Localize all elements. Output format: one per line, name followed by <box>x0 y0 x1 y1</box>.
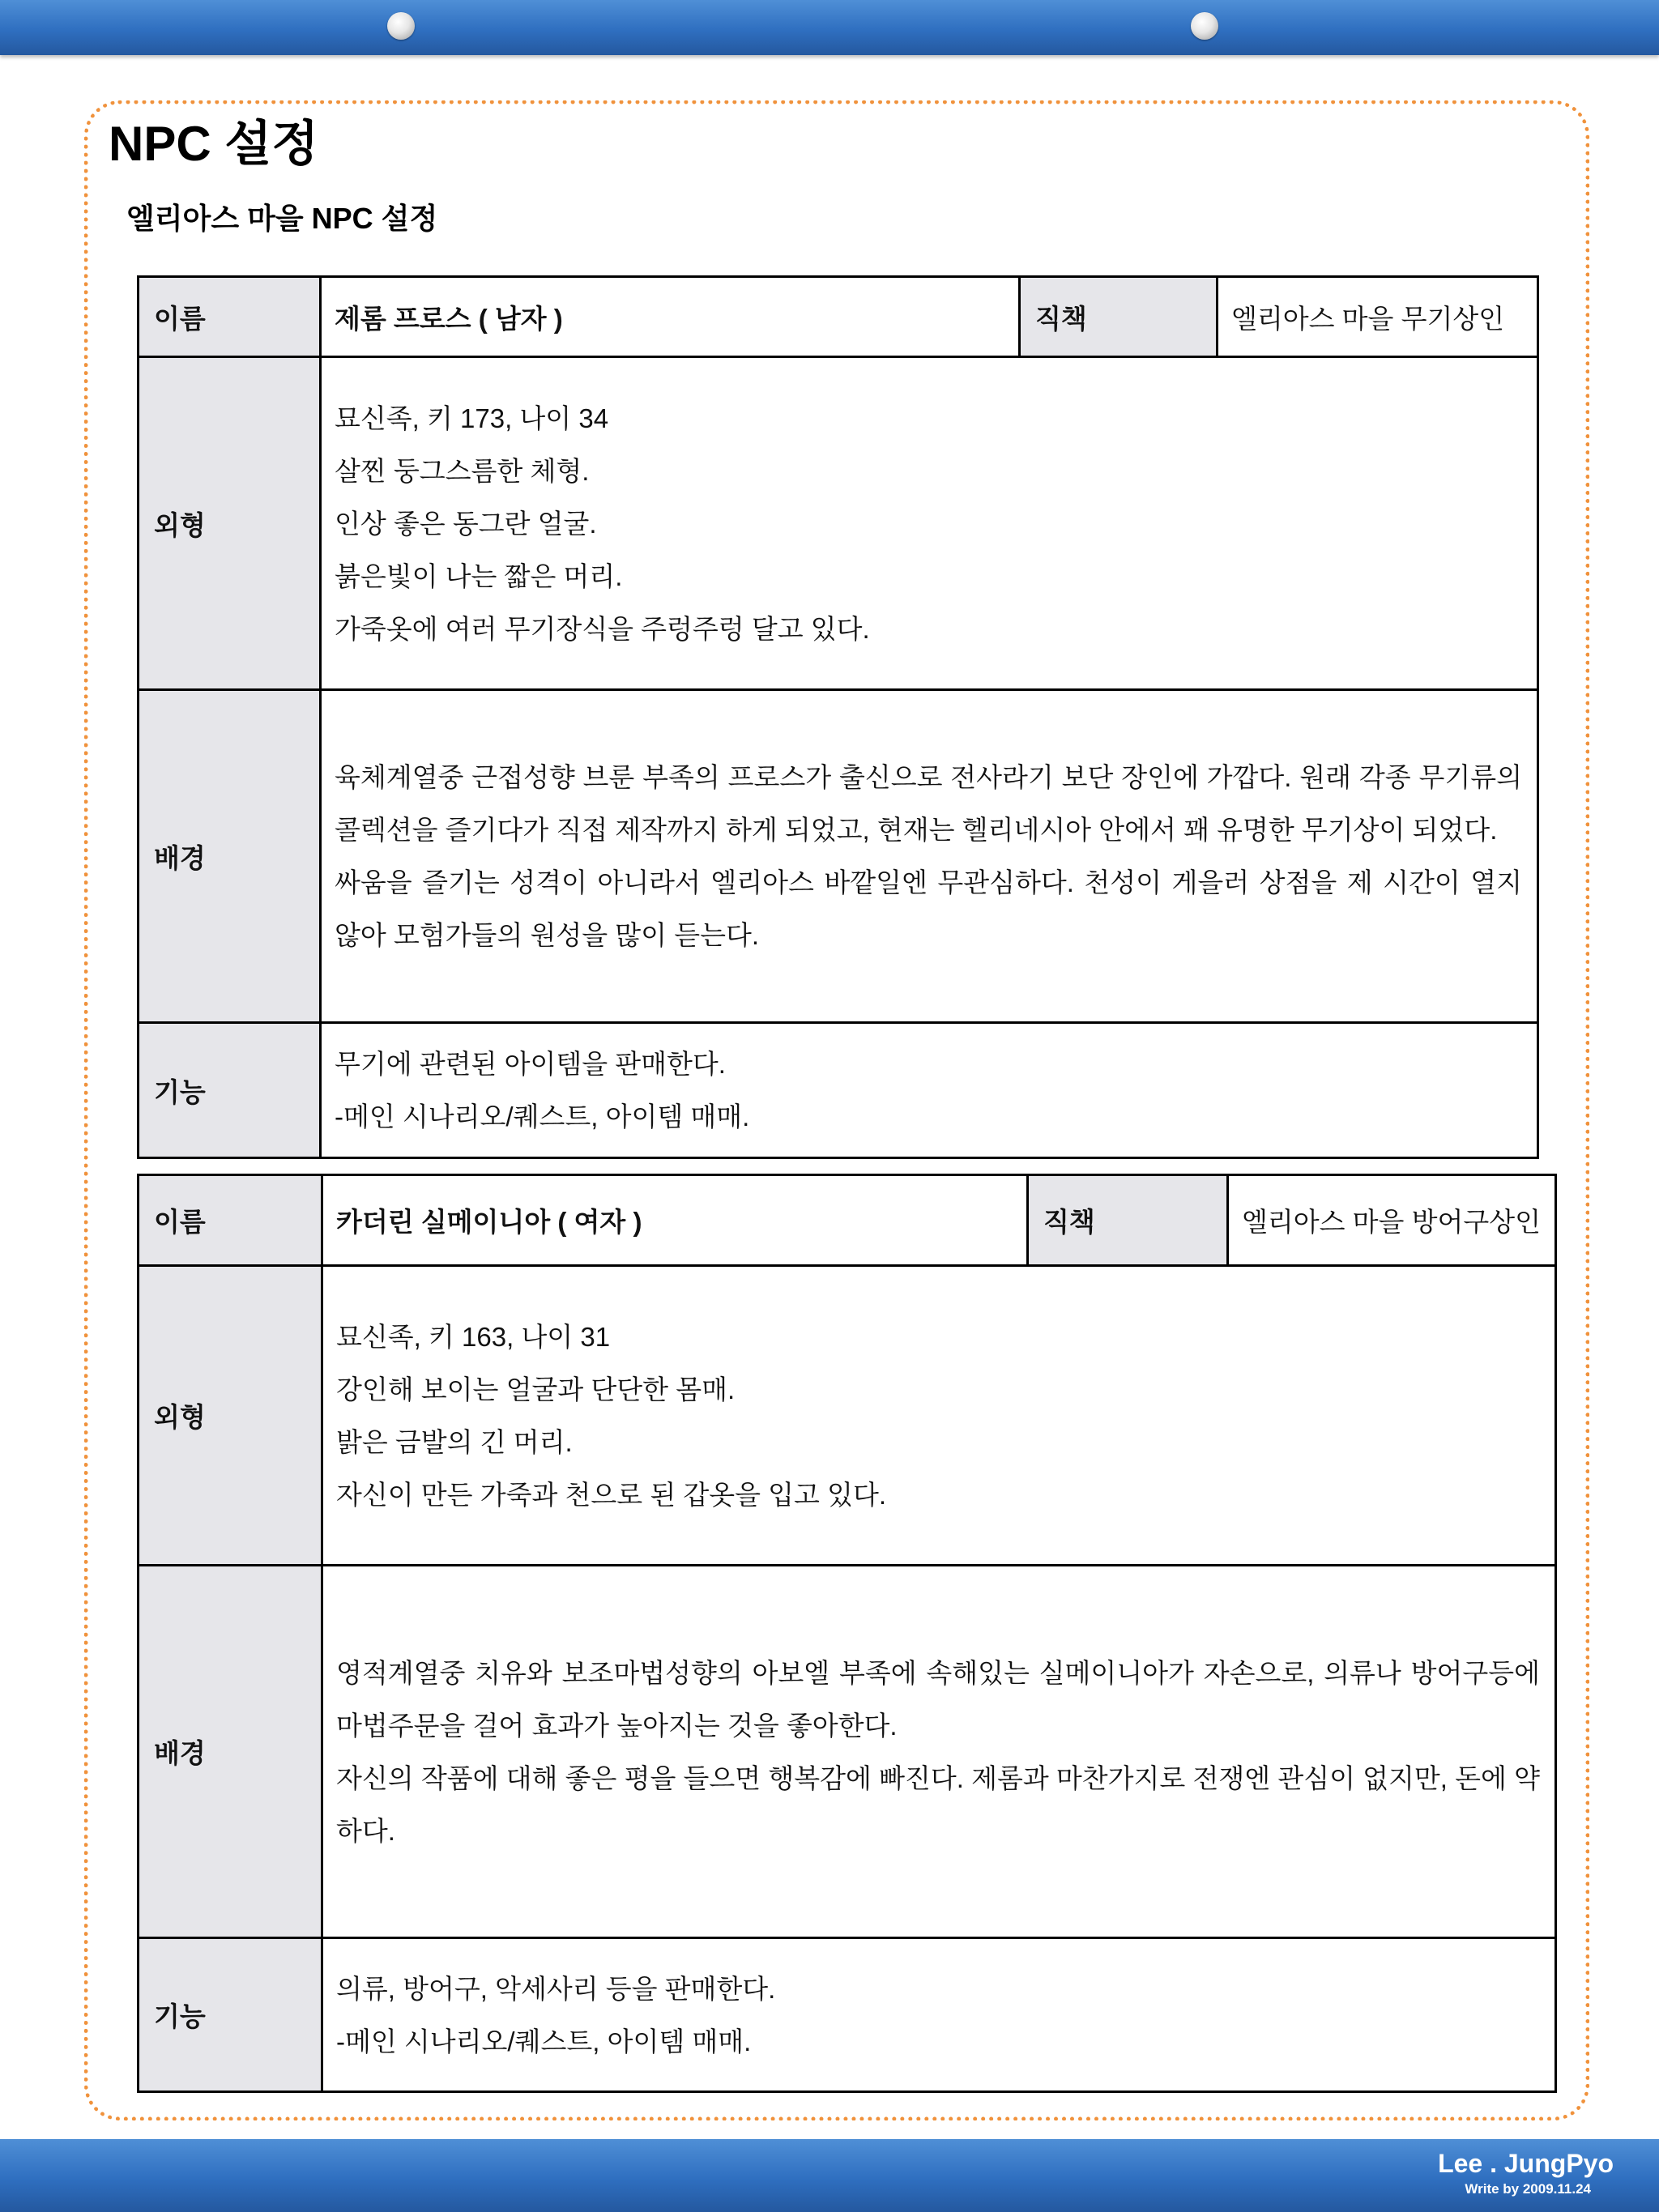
function-line: 무기에 관련된 아이템을 판매한다. <box>335 1049 726 1079</box>
binder-ring-icon <box>387 12 415 40</box>
appearance-line: 묘신족, 키 173, 나이 34 <box>335 403 609 433</box>
npc-name: 카더린 실메이니아 ( 여자 ) <box>323 1176 1029 1264</box>
npc-role: 엘리아스 마을 무기상인 <box>1231 303 1505 334</box>
function-line: -메인 시나리오/퀘스트, 아이템 매매. <box>335 1102 750 1132</box>
appearance-row <box>139 1264 1555 1564</box>
background-label: 배경 <box>139 691 322 1021</box>
appearance-label: 외형 <box>139 358 322 688</box>
write-date: Write by 2009.11.24 <box>1465 2181 1591 2197</box>
npc-name: 제롬 프로스 ( 남자 ) <box>322 278 1021 356</box>
function-label: 기능 <box>139 1939 323 2091</box>
function-label: 기능 <box>139 1024 322 1157</box>
appearance-line: 밝은 금발의 긴 머리. <box>336 1426 573 1457</box>
function-line: 의류, 방어구, 악세사리 등을 판매한다. <box>336 1973 776 2004</box>
section-subtitle: 엘리아스 마을 NPC 설정 <box>126 202 438 235</box>
appearance-label: 외형 <box>139 1267 323 1564</box>
background-label: 배경 <box>139 1566 323 1937</box>
appearance-line: 붉은빛이 나는 짧은 머리. <box>335 560 623 591</box>
background-row <box>139 688 1537 1021</box>
function-row <box>139 1021 1537 1157</box>
background-row <box>139 1564 1555 1937</box>
name-label: 이름 <box>139 1176 323 1264</box>
author-name: Lee . JungPyo <box>1438 2149 1614 2178</box>
top-binder-bar <box>0 0 1659 55</box>
appearance-row <box>139 356 1537 688</box>
background-text <box>323 1566 1555 1937</box>
name-label: 이름 <box>139 278 322 356</box>
name-row <box>139 278 1537 356</box>
function-text <box>323 1939 1555 2091</box>
page-title: NPC 설정 <box>109 117 319 171</box>
background-paragraph: 영적계열중 치유와 보조마법성향의 아보엘 부족에 속해있는 실메이니아가 자손으로, 의류나 방어구등에 마법주문을 걸어 효과가 높아지는 것을 좋아한다. <box>336 1657 1540 1741</box>
background-paragraph: 육체계열중 근접성향 브룬 부족의 프로스가 출신으로 전사라기 보단 장인에 가깝다. 원래 각종 무기류의 콜렉션을 즐기다가 직접 제작까지 하게 되었고, 현재는 헬리네시아 안에서 꽤 유명한 무기상이 되었다. <box>335 762 1522 845</box>
appearance-line: 인상 좋은 동그란 얼굴. <box>335 508 597 539</box>
binder-ring-icon <box>1191 12 1218 40</box>
npc-card-jerome <box>137 275 1539 1159</box>
background-text <box>322 691 1537 1021</box>
background-paragraph: 싸움을 즐기는 성격이 아니라서 엘리아스 바깥일엔 무관심하다. 천성이 게을러 상점을 제 시간이 열지 않아 모험가들의 원성을 많이 듣는다. <box>335 867 1522 950</box>
npc-card-katherine <box>137 1174 1557 2093</box>
appearance-line: 묘신족, 키 163, 나이 31 <box>336 1321 611 1352</box>
bottom-banner <box>0 2139 1659 2212</box>
appearance-text <box>323 1267 1555 1564</box>
function-line: -메인 시나리오/퀘스트, 아이템 매매. <box>336 2026 752 2056</box>
background-paragraph: 자신의 작품에 대해 좋은 평을 들으면 행복감에 빠진다. 제롬과 마찬가지로 전쟁엔 관심이 없지만, 돈에 약하다. <box>336 1762 1540 1846</box>
name-row <box>139 1176 1555 1264</box>
appearance-line: 가죽옷에 여러 무기장식을 주렁주렁 달고 있다. <box>335 613 870 644</box>
function-row <box>139 1937 1555 2091</box>
npc-role: 엘리아스 마을 방어구상인 <box>1242 1207 1541 1237</box>
function-text <box>322 1024 1537 1157</box>
role-label: 직책 <box>1029 1176 1229 1264</box>
appearance-line: 자신이 만든 가죽과 천으로 된 갑옷을 입고 있다. <box>336 1479 887 1510</box>
appearance-text <box>322 358 1537 688</box>
appearance-line: 강인해 보이는 얼굴과 단단한 몸매. <box>336 1374 736 1404</box>
appearance-line: 살찐 둥그스름한 체형. <box>335 455 590 486</box>
role-label: 직책 <box>1021 278 1218 356</box>
